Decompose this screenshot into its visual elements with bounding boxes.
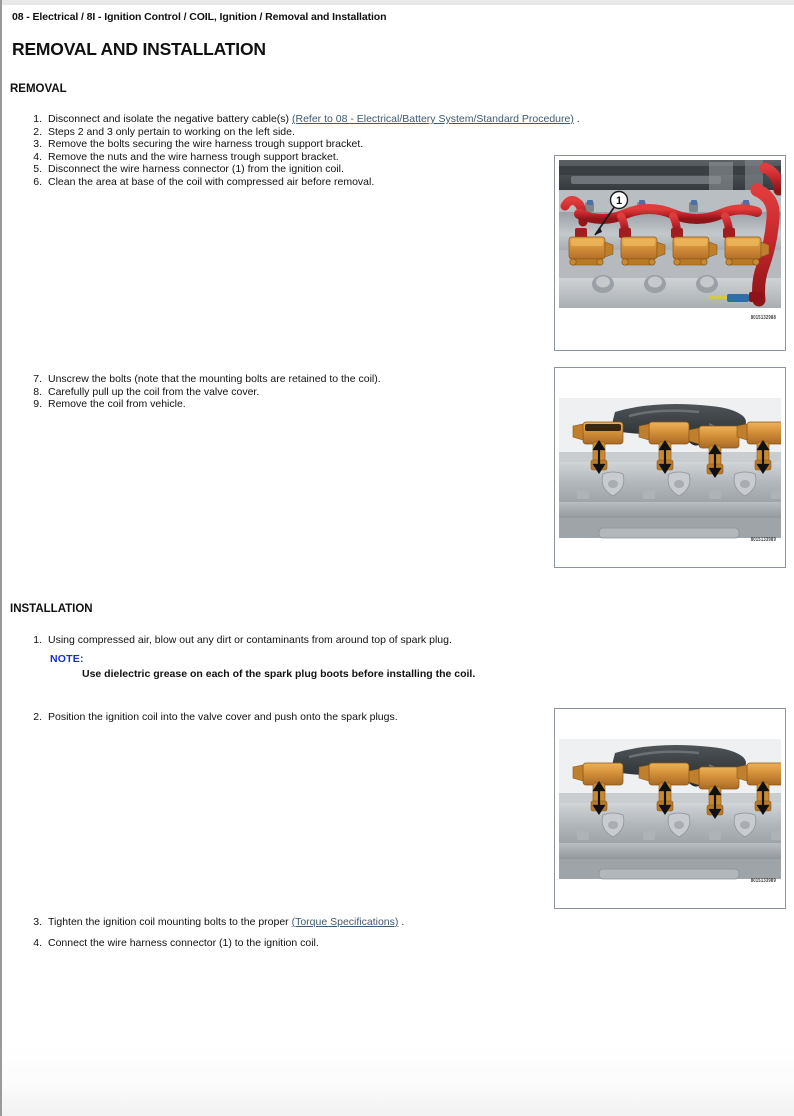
note-text: Use dielectric grease on each of the spark plug boots before installing the coil.	[82, 668, 476, 680]
removal-step	[22, 163, 580, 176]
removal-step	[22, 113, 580, 126]
note-callout	[50, 653, 550, 680]
removal-section-heading-wrap	[2, 83, 67, 95]
removal-step	[22, 138, 580, 151]
xref-link-battery-standard-procedure[interactable]: (Refer to 08 - Electrical/Battery System/Standard Procedure)	[291, 113, 574, 125]
figure-id: 8015133989	[750, 876, 776, 883]
removal-step	[22, 151, 580, 164]
removal-steps-list-part1	[22, 113, 580, 189]
step-text: Unscrew the bolts (note that the mounting bolts are retained to the coil).	[48, 373, 381, 385]
step-text: Remove the bolts securing the wire harness trough support bracket.	[48, 138, 364, 151]
step-text: Connect the wire harness connector (1) to the ignition coil.	[48, 937, 319, 949]
breadcrumb: 08 - Electrical / 8I - Ignition Control / COIL, Ignition / Removal and Installation	[12, 11, 387, 23]
installation-section-heading-wrap	[2, 603, 93, 615]
figure-id: 8015133989	[750, 535, 776, 542]
step-text: Tighten the ignition coil mounting bolts to the proper	[48, 916, 292, 928]
coil-removal-illustration	[559, 372, 781, 544]
step-text: Carefully pull up the coil from the valve cover.	[48, 385, 260, 398]
figure-2-artwork	[559, 372, 781, 544]
step-number: 1.	[33, 113, 42, 125]
step-text: Remove the nuts and the wire harness trough support bracket.	[48, 150, 339, 163]
engine-coils-harness-illustration	[559, 160, 781, 322]
step-number: 5.	[33, 163, 42, 176]
removal-steps-list-part2	[22, 373, 381, 411]
step-number: 4.	[33, 937, 42, 949]
removal-step	[22, 398, 381, 411]
removal-step	[22, 126, 580, 139]
figure-1-artwork	[559, 160, 781, 322]
page-bottom-shade	[2, 1046, 794, 1116]
step-number: 1.	[33, 634, 42, 646]
step-number: 7.	[33, 373, 42, 385]
page-left-border	[0, 0, 2, 1116]
step-text: Disconnect the wire harness connector (1) from the ignition coil.	[48, 163, 344, 176]
removal-heading: REMOVAL	[10, 83, 67, 95]
step-number: 9.	[33, 398, 42, 411]
step-number: 6.	[33, 175, 42, 188]
step-text: Using compressed air, blow out any dirt or contaminants from around top of spark plug.	[48, 634, 452, 646]
step-number: 4.	[33, 150, 42, 163]
installation-step-3	[22, 916, 404, 929]
coil-installation-illustration	[559, 713, 781, 885]
installation-step-4	[22, 937, 319, 950]
figure-ignition-coils-with-wire-harness	[554, 155, 786, 351]
step-number: 3.	[33, 916, 42, 928]
step-text: Remove the coil from vehicle.	[48, 398, 186, 411]
step-text: Position the ignition coil into the valve cover and push onto the spark plugs.	[48, 711, 398, 723]
step-number: 2.	[33, 125, 42, 138]
step-text: Clean the area at base of the coil with compressed air before removal.	[48, 175, 375, 188]
removal-step	[22, 386, 381, 399]
step-number: 2.	[33, 711, 42, 723]
installation-step-1	[22, 634, 452, 647]
svg-text:1: 1	[615, 195, 623, 207]
installation-heading: INSTALLATION	[10, 603, 93, 615]
removal-step	[22, 373, 381, 386]
note-label: NOTE:	[50, 653, 84, 665]
step-text-tail: .	[398, 916, 405, 928]
installation-step-2	[22, 711, 398, 724]
figure-id: 8015132988	[750, 313, 776, 320]
xref-link-torque-specifications[interactable]: (Torque Specifications)	[291, 916, 399, 928]
figure-coil-removal-from-valve-cover	[554, 367, 786, 568]
figure-coil-installation-to-valve-cover	[554, 708, 786, 909]
step-text: Disconnect and isolate the negative battery cable(s)	[48, 113, 292, 125]
step-number: 8.	[33, 385, 42, 398]
step-text: Steps 2 and 3 only pertain to working on the left side.	[48, 125, 295, 138]
page-title: REMOVAL AND INSTALLATION	[12, 39, 266, 59]
removal-step	[22, 176, 580, 189]
step-text-tail: .	[573, 113, 580, 125]
step-number: 3.	[33, 138, 42, 151]
figure-3-artwork	[559, 713, 781, 885]
